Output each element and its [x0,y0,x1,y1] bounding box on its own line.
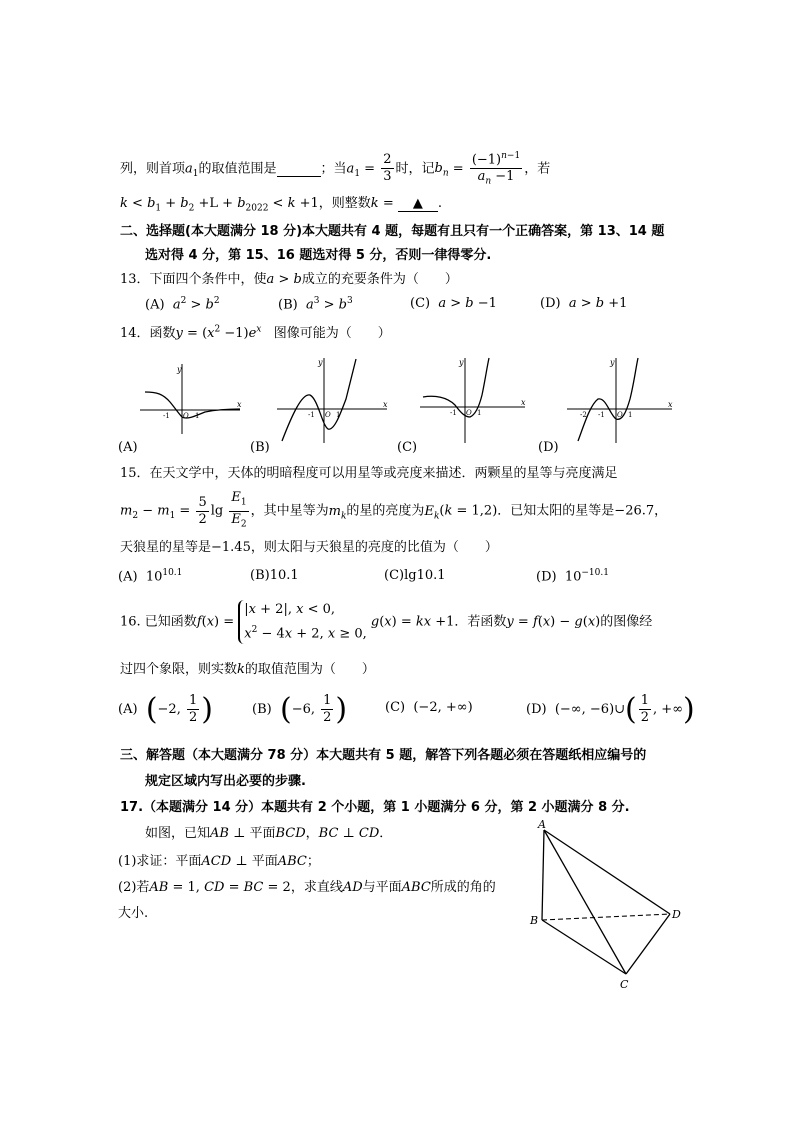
q17-part1-b: 平面 [251,854,278,869]
q16-option-d-label: (D) [526,702,547,717]
q13-option-a-label: (A) [145,297,165,313]
intro-text-b: 的取值范围是 [198,161,277,177]
q17-given-a: 如图，已知 [145,826,211,841]
q15-option-c-label: (C) [384,568,405,583]
q17-part2-b: ，求直线 [290,880,343,895]
svg-text:y: y [459,358,464,367]
q17-part1: (1)求证：平面ACD ⊥ 平面ABC； [118,854,320,869]
vertex-b-label: B [530,914,539,927]
svg-text:1: 1 [336,411,341,419]
intro-text-d: 时，记 [395,161,435,177]
svg-text:-1: -1 [163,412,170,420]
a1-fraction: $\frac{2}{3}$ [383,152,392,185]
q14-graph-c [415,355,530,445]
svg-text:-1: -1 [598,411,605,419]
q15-option-b-value: 10.1 [269,568,299,583]
svg-text:y: y [318,358,323,367]
q15-option-a-value: 10 [145,569,163,585]
intro-line-1: 列，则首项$a_1$的取值范围是 ；当$a_1$ = $\frac{2}{3}$ 时，记$b_n$ = $\frac{(-1)^{n-1}}{a_n -1}$ ，若 [120,148,550,190]
q15-mid2: 的星的亮度为 [346,503,425,519]
q14-label-c: (C) [397,440,418,455]
svg-text:O: O [617,411,623,419]
sirius-magnitude: −1.45 [211,540,251,555]
q13-stem-text: 13．下面四个条件中，使 [120,272,267,287]
intro-text-c: ；当 [320,161,347,177]
svg-text:y: y [610,358,615,367]
piecewise-function: |x + 2|, x < 0, $x^2 - 4x + 2$, x ≥ 0, [238,600,366,644]
q15-option-c [384,568,446,583]
svg-text:O: O [325,411,331,419]
q17-given: 如图，已知AB ⊥ 平面BCD，BC ⊥ CD． [145,826,393,841]
svg-text:y: y [177,365,182,374]
svg-text:1: 1 [195,412,200,420]
q17-part2-end: 大小. [118,906,149,921]
svg-text:O: O [183,412,189,420]
q17-part2: (2)若AB = 1, CD = BC = 2，求直线AD与平面ABC所成的角的 [118,880,496,895]
q13-stem-tail: 成立的充要条件为（ ） [301,272,458,287]
q16-line2-b: 的取值范围为（ ） [244,662,375,677]
bn-fraction: $\frac{(-1)^{n-1}}{a_n -1}$ [470,148,522,190]
q17-part2-d: 所成的角的 [430,880,496,895]
svg-text:x: x [668,400,673,409]
q13-option-c-label: (C) [410,296,431,311]
q15-mid: ，其中星等为 [250,503,329,519]
q15-formula-line: $m_2 - m_1$ = $\frac{5}{2}$ lg $\frac{E_1}{E_2}$ ，其中星等为$m_k$的星的亮度为$E_k(k = 1,2)$．已知太阳的星等是−26.7， [120,490,667,532]
q14-graph-d [562,355,677,445]
q15-mid3: ．已知太阳的星等是 [497,503,615,519]
svg-text:-2: -2 [580,411,587,419]
q15-option-a [118,568,182,584]
q17-header: 17.（本题满分 14 分）本题共有 2 个小题，第 1 小题满分 6 分，第 2 小题满分 8 分. [120,800,630,815]
q16-option-a: (A) (−2, $\frac{1}{2}$ ) [118,692,213,727]
svg-text:x: x [521,398,526,407]
svg-text:1: 1 [477,409,482,417]
q15-option-a-label: (A) [118,569,138,585]
q15-option-a-exp: 10.1 [162,568,183,578]
q14-label-d: (D) [538,440,559,455]
vertex-a-label: A [538,818,546,831]
q13-option-b: (B) $a^3 > b^3$ [278,296,353,313]
q14-stem-tail: 图像可能为（ ） [273,326,391,341]
svg-text:O: O [466,409,472,417]
q16-option-a-label: (A) [118,702,138,717]
answer-triangle-mark: ▲ [412,196,423,211]
q16-tail: ．若函数 [454,614,507,630]
section2-title-2: 选对得 4 分，第 15、16 题选对得 5 分，否则一律得零分. [145,248,492,263]
svg-text:1: 1 [628,411,633,419]
section3-title: 三、解答题（本大题满分 78 分）本大题共有 5 题，解答下列各题必须在答题纸相应编号的 [120,748,647,763]
q13-option-b-label: (B) [278,297,298,313]
vertex-d-label: D [672,908,681,921]
q13-option-d: (D) a > b +1 [540,296,628,311]
q15-option-d-value: 10 [564,569,582,585]
q16-option-b: (B) (−6, $\frac{1}{2}$ ) [252,692,348,727]
section3-title-2: 规定区域内写出必要的步骤. [145,774,306,789]
q17-part2-c: 与平面 [362,880,402,895]
q16-stem: 16. 已知函数f(x) = |x + 2|, x < 0, $x^2 - 4x + 2$, x ≥ 0, g(x) = kx +1．若函数y = f(x) − g(x)的图像经 [120,600,652,644]
q16-line2: 过四个象限，则实数k的取值范围为（ ） [120,662,375,677]
q14-graph-a [135,362,245,437]
q15-option-d [536,568,609,584]
q15-stem: 15．在天文学中，天体的明暗程度可以用星等或亮度来描述．两颗星的星等与亮度满足 [120,466,618,481]
q14-stem-text: 14．函数 [120,326,176,341]
svg-text:-1: -1 [450,409,457,417]
q16-line2-a: 过四个象限，则实数 [120,662,238,677]
answer-triangle-blank [398,196,438,212]
q16-option-d: (D) (−∞, −6)∪( $\frac{1}{2}$ , +∞) [526,692,695,727]
q15-line3-a: 天狼星的星等是 [120,540,212,555]
tetrahedron-figure [528,818,688,990]
intro-text-f: ，则整数 [318,196,371,211]
intro-text-e: ，若 [524,161,551,177]
q17-part2-a: (2)若 [118,880,150,895]
vertex-c-label: C [620,978,629,990]
sun-magnitude: −26.7 [614,503,655,519]
q13-option-a: (A) $a^2 > b^2$ [145,296,220,313]
svg-text:-1: -1 [308,411,315,419]
intro-line-2: $k < b_1 + b_2 +L + b_{2022} < k +1$，则整数k = ▲ . [120,196,442,214]
q15-option-d-exp: −10.1 [581,568,609,578]
svg-text:x: x [237,400,242,409]
q15-option-b-label: (B) [250,568,270,583]
q16-option-c-label: (C) [385,700,406,715]
answer-blank [277,161,321,177]
q16-tail2: 的图像经 [600,614,653,630]
q16-option-c: (C) (−2, +∞) [385,700,473,715]
q13-option-d-label: (D) [540,296,561,311]
q14-stem: 14．函数$y = (x^2 -1)e^x$ 图像可能为（ ） [120,324,391,341]
q14-label-b: (B) [250,440,270,455]
q15-option-c-value: lg10.1 [404,568,446,583]
q13-stem: 13．下面四个条件中，使a > b成立的充要条件为（ ） [120,272,458,287]
q15-option-d-label: (D) [536,569,557,585]
q16-stem-text: 16. 已知函数 [120,614,197,630]
q17-part1-a: (1)求证：平面 [118,854,202,869]
e1-e2-fraction: $\frac{E_1}{E_2}$ [231,490,247,530]
q13-option-c: (C) a > b −1 [410,296,497,311]
section2-title: 二、选择题(本大题满分 18 分)本大题共有 4 题，每题有且只有一个正确答案，第 13、14 题 [120,224,665,239]
intro-text-a: 列，则首项 [120,161,186,177]
q17-given-b: 平面 [249,826,276,841]
svg-text:x: x [383,400,388,409]
q14-label-a: (A) [118,440,138,455]
q14-graph-b [272,355,392,445]
q15-line3 [120,536,498,555]
q16-option-b-label: (B) [252,702,272,717]
q15-line3-b: ，则太阳与天狼星的亮度的比值为（ ） [250,540,498,555]
five-halves-fraction: $\frac{5}{2}$ [198,494,207,527]
q15-option-b [250,568,299,583]
